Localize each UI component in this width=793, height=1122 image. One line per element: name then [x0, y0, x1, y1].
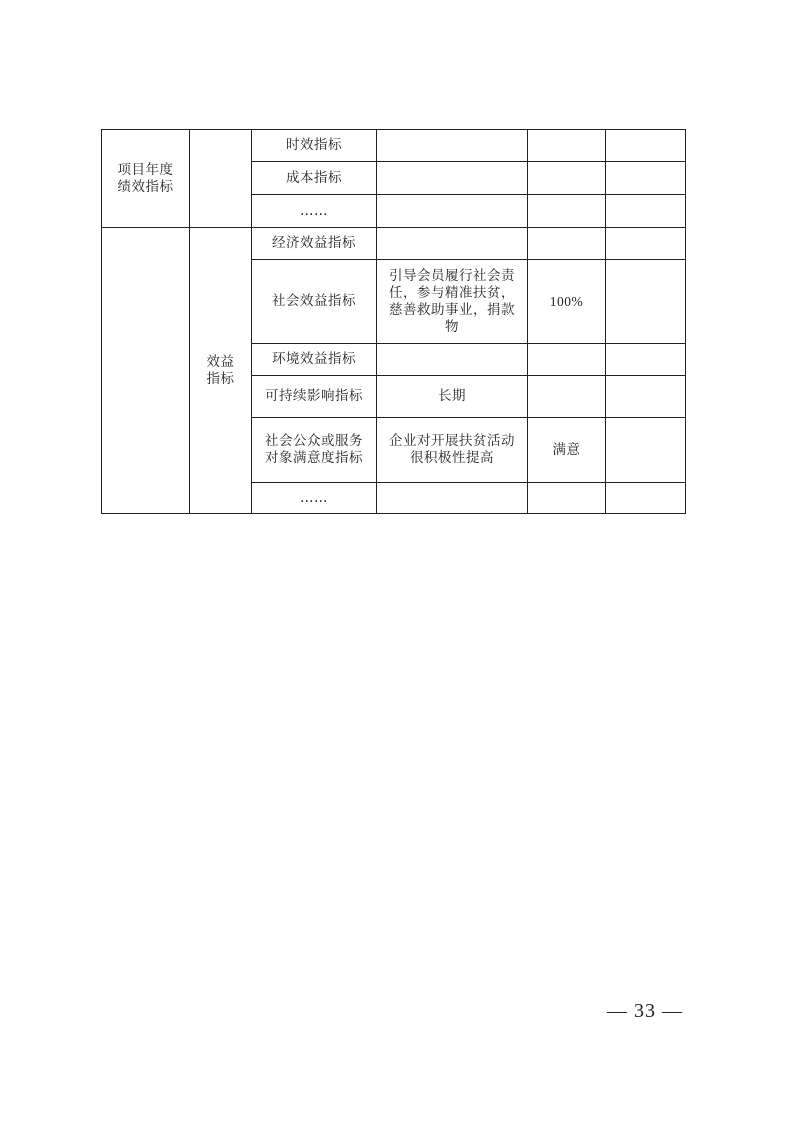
indicator-value: 满意 [528, 418, 606, 483]
indicator-content: 企业对开展扶贫活动很积极性提高 [377, 418, 528, 483]
indicator-extra [606, 344, 686, 376]
indicator-value [528, 162, 606, 195]
indicator-value [528, 344, 606, 376]
indicator-extra [606, 162, 686, 195]
indicator-ellipsis: …… [252, 483, 377, 514]
indicator-content [377, 162, 528, 195]
indicator-extra [606, 195, 686, 228]
indicator-content [377, 195, 528, 228]
page-number: — 33 — [607, 1000, 683, 1022]
indicator-cost: 成本指标 [252, 162, 377, 195]
indicator-value [528, 483, 606, 514]
indicator-environment: 环境效益指标 [252, 344, 377, 376]
indicator-extra [606, 260, 686, 344]
indicator-extra [606, 483, 686, 514]
indicator-sustainable: 可持续影响指标 [252, 376, 377, 418]
indicator-ellipsis: …… [252, 195, 377, 228]
level2-benefit-indicator: 效益指标 [190, 228, 252, 514]
table-row [102, 228, 686, 260]
indicator-extra [606, 376, 686, 418]
indicator-content [377, 344, 528, 376]
performance-indicator-table [101, 129, 686, 514]
indicator-value [528, 195, 606, 228]
indicator-value: 100% [528, 260, 606, 344]
indicator-satisfaction: 社会公众或服务对象满意度指标 [252, 418, 377, 483]
indicator-economic: 经济效益指标 [252, 228, 377, 260]
indicator-content [377, 130, 528, 162]
indicator-content [377, 483, 528, 514]
indicator-value [528, 376, 606, 418]
indicator-value [528, 130, 606, 162]
indicator-extra [606, 228, 686, 260]
level1-project-blank [102, 228, 190, 514]
indicator-social: 社会效益指标 [252, 260, 377, 344]
indicator-content [377, 228, 528, 260]
indicator-extra [606, 418, 686, 483]
indicator-extra [606, 130, 686, 162]
table-row [102, 130, 686, 162]
indicator-content: 引导会员履行社会责任，参与精准扶贫，慈善救助事业，捐款物 [377, 260, 528, 344]
indicator-content: 长期 [377, 376, 528, 418]
level1-project-indicator: 项目年度绩效指标 [102, 130, 190, 228]
indicator-value [528, 228, 606, 260]
indicator-time: 时效指标 [252, 130, 377, 162]
level2-output-indicator-blank [190, 130, 252, 228]
